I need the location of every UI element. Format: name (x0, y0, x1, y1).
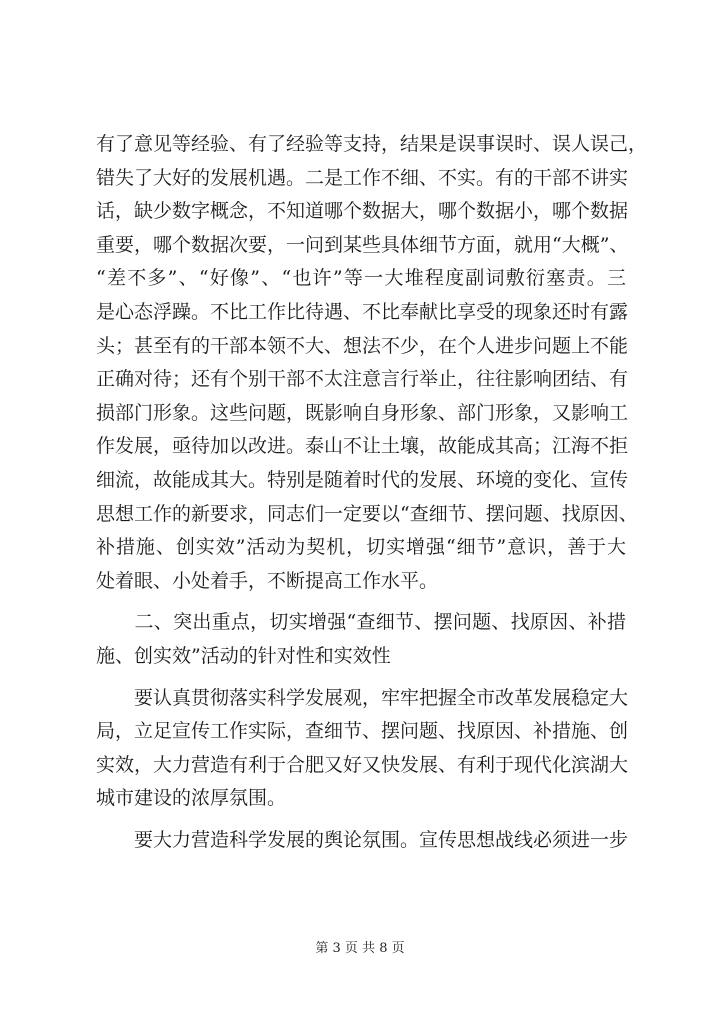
paragraph-1 (96, 128, 648, 598)
page-number-footer: 第 3 页 共 8 页 (315, 941, 405, 956)
text-line: 损部门形象。这些问题，既影响自身形象、部门形象，又影响工 (96, 401, 629, 424)
text-line: 实效，大力营造有利于合肥又好又快发展、有利于现代化滨湖大 (96, 753, 629, 776)
text-line: 头；甚至有的干部本领不大、想法不少，在个人进步问题上不能 (96, 334, 629, 357)
paragraph-2 (96, 682, 629, 816)
heading-line: 二、突出重点，切实增强“查细节、摆问题、找原因、补措 (96, 611, 626, 634)
text-line: 有了意见等经验、有了经验等支持，结果是误事误时、误人误己， (96, 133, 648, 155)
paragraph-gap (96, 674, 626, 682)
text-line: 作发展，亟待加以改进。泰山不让土壤，故能成其高；江海不拒 (96, 435, 629, 458)
paragraph-3 (96, 824, 629, 858)
section-heading-2 (96, 606, 626, 673)
body-text (96, 128, 648, 857)
text-line: 处着眼、小处着手，不断提高工作水平。 (96, 569, 439, 592)
text-line: 错失了大好的发展机遇。二是工作不细、不实。有的干部不讲实 (96, 166, 629, 189)
text-line: 要认真贯彻落实科学发展观，牢牢把握全市改革发展稳定大 (96, 686, 629, 709)
heading-line: 施、创实效”活动的针对性和实效性 (96, 644, 391, 667)
text-line: 重要，哪个数据次要，一问到某些具体细节方面，就用“大概”、 (96, 233, 629, 256)
text-line: 话，缺少数字概念，不知道哪个数据大，哪个数据小，哪个数据 (96, 200, 629, 223)
text-line: 局，立足宣传工作实际，查细节、摆问题、找原因、补措施、创 (96, 720, 629, 743)
paragraph-gap (96, 598, 626, 606)
text-line: 补措施、创实效”活动为契机，切实增强“细节”意识，善于大 (96, 536, 626, 559)
text-line: 是心态浮躁。不比工作比待遇、不比奉献比享受的现象还时有露 (96, 300, 629, 323)
text-line: “差不多”、“好像”、“也许”等一大堆程度副词敷衍塞责。三 (96, 267, 626, 290)
text-line: 城市建设的浓厚氛围。 (96, 787, 287, 810)
paragraph-gap (96, 816, 626, 824)
text-line: 细流，故能成其大。特别是随着时代的发展、环境的变化、宣传 (96, 468, 629, 491)
text-line: 要大力营造科学发展的舆论氛围。宣传思想战线必须进一步 (96, 828, 629, 851)
text-line: 思想工作的新要求，同志们一定要以“查细节、摆问题、找原因、 (96, 502, 638, 525)
text-line: 正确对待；还有个别干部不太注意言行举止，往往影响团结、有 (96, 368, 629, 391)
